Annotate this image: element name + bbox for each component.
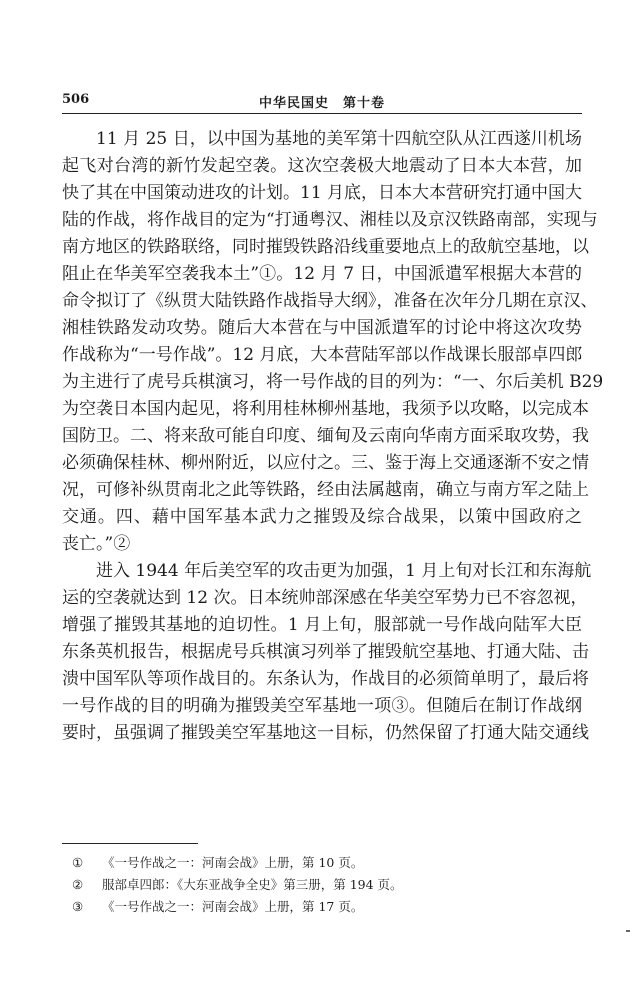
scan-edge-mark [626, 930, 630, 932]
page-header [62, 92, 582, 114]
running-title: 中华民国史 第十卷 [258, 96, 386, 111]
header-rule [62, 113, 582, 114]
footnote-1 [72, 852, 572, 874]
footnotes [72, 852, 572, 918]
text-line: 为空袭日本国内起见，将利用桂林柳州基地，我须予以攻略，以完成本 [62, 399, 589, 419]
footnote-rule [62, 843, 198, 844]
text-line: 阻止在华美军空袭我本土”①。12 月 7 日，中国派遣军根据大本营的 [62, 264, 582, 284]
text-line: 南方地区的铁路联络，同时摧毁铁路沿线重要地点上的敌航空基地，以 [62, 237, 589, 257]
text-line: 要时，虽强调了摧毁美空军基地这一目标，仍然保留了打通大陆交通线 [62, 723, 589, 743]
text-line: 国防卫。二、将来敌可能自印度、缅甸及云南向华南方面采取攻势，我 [62, 426, 589, 446]
footnote-mark: ② [72, 877, 84, 892]
text-line: 东条英机报告，根据虎号兵棋演习列举了摧毁航空基地、打通大陆、击 [62, 642, 589, 662]
text-line: 为主进行了虎号兵棋演习，将一号作战的目的列为：“一、尔后美机 B29 [62, 372, 604, 392]
footnote-text: 服部卓四郎：《大东亚战争全史》第三册，第 194 页。 [102, 877, 403, 892]
text-line: 运的空袭就达到 12 次。日本统帅部深感在华美空军势力已不容忽视， [62, 588, 588, 608]
paragraph-2 [62, 558, 592, 747]
text-line: 一号作战的目的明确为摧毁美空军基地一项③。但随后在制订作战纲 [62, 696, 582, 716]
text-line: 增强了摧毁其基地的迫切性。1 月上旬，服部就一号作战向陆军大臣 [62, 615, 582, 635]
page-number: 506 [62, 92, 90, 107]
text-line: 必须确保桂林、柳州附近，以应付之。三、鉴于海上交通逐渐不安之情 [62, 453, 589, 473]
text-line: 起飞对台湾的新竹发起空袭。这次空袭极大地震动了日本大本营，加 [62, 156, 582, 176]
text-line: 11 月 25 日，以中国为基地的美军第十四航空队从江西遂川机场 [96, 129, 582, 149]
text-line: 快了其在中国策动进攻的计划。11 月底，日本大本营研究打通中国大 [62, 183, 583, 203]
paragraph-1 [62, 126, 604, 558]
text-line: 作战称为“一号作战”。12 月底，大本营陆军部以作战课长服部卓四郎 [62, 345, 583, 365]
text-line: 况，可修补纵贯南北之此等铁路，经由法属越南，确立与南方军之陆上 [62, 480, 589, 500]
text-line: 交通。四、藉中国军基本武力之摧毁及综合战果，以策中国政府之 [62, 507, 582, 527]
footnote-text: 《一号作战之一：河南会战》上册，第 17 页。 [102, 899, 364, 914]
footnote-3 [72, 896, 572, 918]
body-text [62, 126, 604, 747]
footnote-mark: ③ [72, 899, 84, 914]
text-line: 陆的作战，将作战目的定为“打通粤汉、湘桂以及京汉铁路南部，实现与 [62, 210, 598, 230]
text-line: 溃中国军队等项作战目的。东条认为，作战目的必须简单明了，最后将 [62, 669, 589, 689]
text-line: 丧亡。”② [62, 534, 131, 554]
footnote-text: 《一号作战之一：河南会战》上册，第 10 页。 [102, 855, 364, 870]
text-line: 命令拟订了《纵贯大陆铁路作战指导大纲》，准备在次年分几期在京汉、 [62, 291, 598, 311]
text-line: 湘桂铁路发动攻势。随后大本营在与中国派遣军的讨论中将这次攻势 [62, 318, 582, 338]
text-line: 进入 1944 年后美空军的攻击更为加强，1 月上旬对长江和东海航 [96, 561, 592, 581]
footnote-2 [72, 874, 572, 896]
footnote-mark: ① [72, 855, 84, 870]
